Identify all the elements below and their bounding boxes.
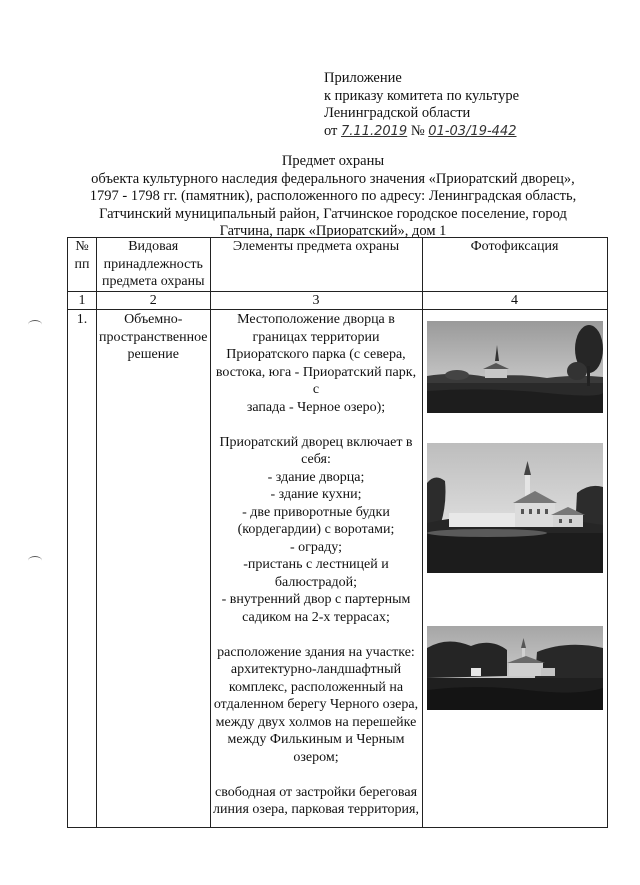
photo-1: [427, 321, 603, 413]
header-num: [68, 238, 97, 292]
header-num-abbr: пп: [74, 256, 90, 272]
row-type-line: пространственное: [99, 329, 208, 345]
element-line: между двух холмов на перешейке: [215, 714, 417, 730]
blank-line: [213, 416, 420, 434]
document-title: [78, 153, 588, 241]
element-line: свободная от застройки береговая: [214, 784, 418, 800]
blank-line: [213, 626, 420, 644]
element-line: (кордегардии) с воротами;: [237, 522, 395, 537]
element-line: комплекс, расположенный на: [228, 679, 404, 695]
element-line: запада - Черное озеро);: [246, 399, 386, 415]
row-type-line: решение: [127, 347, 179, 362]
row-type: [97, 310, 211, 828]
photo-2: [427, 443, 603, 573]
header-type-line: предмета охраны: [102, 274, 205, 289]
header-date-line: [324, 123, 519, 141]
title-line-5: Гатчина, парк «Приоратский», дом 1: [219, 223, 447, 239]
element-line: Приоратского парка (с севера,: [226, 347, 406, 362]
handwritten-date: 7.11.2019: [341, 123, 408, 139]
header-line-1: Приложение: [324, 70, 402, 86]
header-type: [97, 238, 211, 292]
element-line: балюстрадой;: [274, 574, 358, 590]
margin-mark: [28, 320, 42, 329]
header-photo: Фотофиксация: [422, 238, 607, 292]
title-line-1: Предмет охраны: [281, 153, 385, 169]
element-line: Местоположение дворца в: [237, 312, 395, 327]
col-number: 2: [97, 291, 211, 310]
element-line: отдаленном берегу Черного озера,: [213, 697, 419, 712]
row-elements: [210, 310, 422, 828]
element-line: Приоратский дворец включает в: [219, 434, 413, 450]
row-number: 1.: [68, 310, 97, 828]
title-line-3: 1797 - 1798 гг. (памятник), расположенного по адресу: Ленинградская область,: [89, 188, 577, 204]
header-type-line: Видовая: [128, 239, 179, 254]
col-number: 4: [422, 291, 607, 310]
element-line: - здание дворца;: [267, 469, 365, 485]
column-number-row: [68, 291, 608, 310]
header-line-3: Ленинградской области: [324, 105, 471, 121]
number-prefix: №: [410, 122, 425, 139]
header-num-symbol: №: [75, 239, 89, 254]
table-row: [68, 310, 608, 828]
margin-mark: [28, 556, 42, 565]
element-line: линия озера, парковая территория,: [213, 802, 419, 817]
element-line: расположение здания на участке:: [217, 644, 415, 660]
element-line: между Филькиным и Черным: [227, 732, 405, 747]
element-line: - здание кухни;: [270, 487, 362, 502]
title-line-2: объекта культурного наследия федерального значения «Приоратский дворец»,: [91, 170, 575, 187]
date-prefix: от: [324, 122, 338, 139]
appendix-header: [324, 70, 519, 140]
element-line: архитектурно-ландшафтный: [230, 662, 402, 677]
header-type-line: принадлежность: [103, 256, 203, 272]
col-number: 1: [68, 291, 97, 310]
header-elements: Элементы предмета охраны: [210, 238, 422, 292]
element-line: границах территории: [252, 329, 380, 345]
blank-line: [213, 766, 420, 784]
title-line-4: Гатчинский муниципальный район, Гатчинское городское поселение, город: [99, 205, 567, 222]
element-line: востока, юга - Приоратский парк, с: [215, 364, 417, 397]
element-line: садиком на 2-х террасах;: [242, 609, 390, 625]
element-line: - две приворотные будки: [242, 504, 390, 520]
header-line-2: к приказу комитета по культуре: [324, 87, 520, 104]
table-header-row: [68, 238, 608, 292]
col-number: 3: [210, 291, 422, 310]
element-line: озером;: [293, 749, 339, 765]
element-line: -пристань с лестницей и: [243, 557, 389, 572]
element-line: себя:: [301, 452, 331, 467]
element-line: - внутренний двор с партерным: [221, 592, 411, 607]
handwritten-number: 01-03/19-442: [428, 123, 517, 139]
photo-3: [427, 626, 603, 710]
row-type-line: Объемно-: [124, 312, 183, 327]
element-line: - ограду;: [290, 539, 342, 555]
protection-subject-table: [67, 237, 608, 828]
row-photos: [422, 310, 607, 828]
